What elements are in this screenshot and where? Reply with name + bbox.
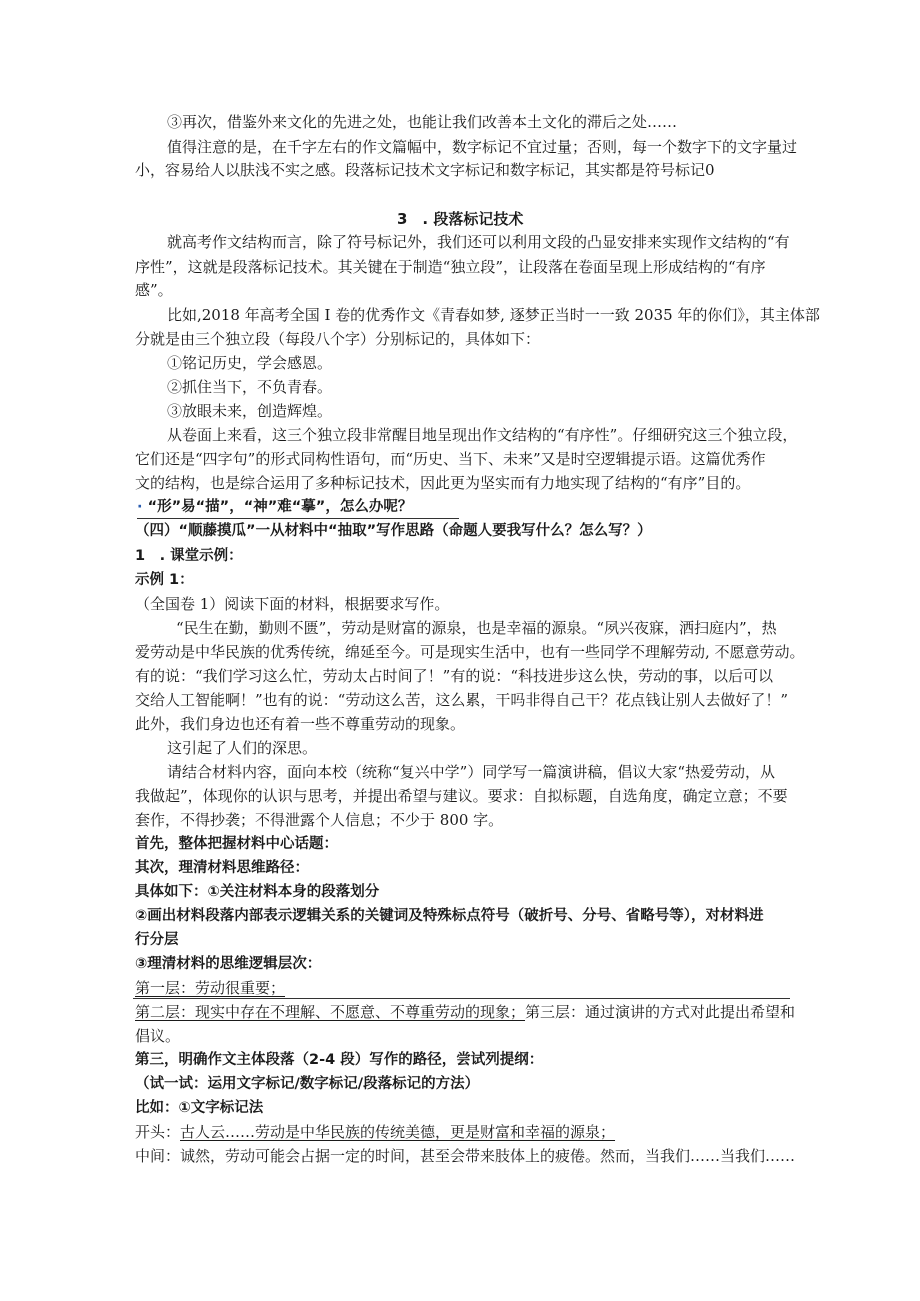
list-item: ②抓住当下，不负青春。 bbox=[167, 378, 333, 396]
divider bbox=[137, 518, 459, 519]
question-text: “形”易“描”，“神”难“摹”，怎么办呢？ bbox=[147, 499, 413, 515]
para-line: 它们还是“四字句”的形式同构性语句，而“历史、当下、未来”又是时空逻辑提示语。这篇优秀作 bbox=[135, 450, 766, 468]
material-line: 我做起”，体现你的认识与思考，并提出希望与建议。要求：自拟标题，自选角度，确定立意；不要 bbox=[135, 787, 788, 805]
para-line: 比如,2018 年高考全国 I 卷的优秀作文《青春如梦, 逐梦正当时一一致 2035 年的你们》，其主体部 bbox=[167, 306, 820, 324]
opening-label: 开头： bbox=[135, 1123, 181, 1141]
list-item: ③放眼未来，创造辉煌。 bbox=[167, 402, 333, 420]
material-line: 套作，不得抄袭；不得泄露个人信息；不少于 800 字。 bbox=[135, 811, 504, 829]
opening-text: 古人云……劳动是中华民族的传统美德，更是财富和幸福的源泉； bbox=[180, 1123, 616, 1141]
list-item: ①铭记历史，学会感恩。 bbox=[167, 354, 333, 372]
material-line: 爱劳动是中华民族的优秀传统，绵延至今。可是现实生活中，也有一些同学不理解劳动, 不愿意劳动。 bbox=[135, 643, 805, 661]
para-line: 就高考作文结构而言，除了符号标记外，我们还可以利用文段的凸显安排来实现作文结构的“有 bbox=[167, 233, 790, 251]
prompt-line: （全国卷 1）阅读下面的材料，根据要求写作。 bbox=[135, 595, 450, 613]
step-line: 首先，整体把握材料中心话题： bbox=[135, 836, 338, 852]
layer-line bbox=[135, 1002, 795, 1022]
step-line: （试一试：运用文字标记/数字标记/段落标记的方法） bbox=[135, 1076, 480, 1092]
material-line: 此外，我们身边也还有着一些不尊重劳动的现象。 bbox=[135, 715, 466, 733]
outline-opening bbox=[135, 1122, 615, 1142]
material-line: 请结合材料内容，面向本校（统称“复兴中学”）同学写一篇演讲稿，倡议大家“热爱劳动，从 bbox=[167, 763, 776, 781]
para-line: 分就是由三个独立段（每段八个字）分别标记的，具体如下： bbox=[135, 330, 541, 348]
layer-three: 第三层：通过演讲的方式对此提出希望和 bbox=[525, 1003, 796, 1021]
para-line: ③再次，借鉴外来文化的先进之处，也能让我们改善本土文化的滞后之处…… bbox=[167, 113, 678, 131]
sub-heading: 1 . 课堂示例： bbox=[135, 548, 243, 564]
step-line: 其次，理清材料思维路径： bbox=[135, 860, 309, 876]
step-line: 行分层 bbox=[135, 932, 179, 948]
layer-two: 第二层：现实中存在不理解、不愿意、不尊重劳动的现象； bbox=[135, 1003, 526, 1021]
section-heading: 3 . 段落标记技术 bbox=[397, 210, 524, 228]
outline-middle: 中间：诚然，劳动可能会占据一定的时间，甚至会带来肢体上的疲倦。然而，当我们……当我们…… bbox=[135, 1147, 796, 1165]
para-line: 感”。 bbox=[135, 281, 173, 299]
question-line bbox=[137, 497, 412, 517]
material-line: “民生在勤，勤则不匮”，劳动是财富的源泉，也是幸福的源泉。“夙兴夜寐，洒扫庭内”，热 bbox=[176, 619, 777, 637]
layer-line: 倡议。 bbox=[135, 1027, 181, 1045]
para-line: 小，容易给人以肤浅不实之感。段落标记技术文字标记和数字标记，其实都是符号标记0 bbox=[135, 161, 715, 179]
para-line: 从卷面上来看，这三个独立段非常醒目地呈现出作文结构的“有序性”。仔细研究这三个独立段， bbox=[167, 426, 798, 444]
material-line: 这引起了人们的深思。 bbox=[167, 739, 318, 757]
step-line: 比如：①文字标记法 bbox=[135, 1100, 264, 1116]
material-line: 交给人工智能啊！”也有的说：“劳动这么苦，这么累，干吗非得自己干？花点钱让别人去做好了！” bbox=[135, 691, 789, 709]
step-line: 具体如下：①关注材料本身的段落划分 bbox=[135, 884, 380, 900]
layer-line: 第一层：劳动很重要； bbox=[135, 979, 286, 997]
step-line: ②画出材料段落内部表示逻辑关系的关键词及特殊标点符号（破折号、分号、省略号等），对材料进 bbox=[135, 908, 764, 924]
para-line: 文的结构，也是综合运用了多种标记技术，因此更为坚实而有力地实现了结构的“有序”目的。 bbox=[135, 474, 751, 492]
divider bbox=[133, 998, 790, 999]
para-line: 值得注意的是，在千字左右的作文篇幅中，数字标记不宜过量；否则，每一个数字下的文字量过 bbox=[167, 138, 798, 156]
step-line: 第三，明确作文主体段落（2-4 段）写作的路径，尝试列提纲： bbox=[135, 1052, 544, 1068]
bullet-icon: · bbox=[137, 499, 143, 515]
step-line: ③理清材料的思维逻辑层次： bbox=[135, 956, 322, 972]
para-line: 序性”，这就是段落标记技术。其关键在于制造“独立段”，让段落在卷面呈现上形成结构的“有序 bbox=[135, 258, 766, 276]
material-line: 有的说：“我们学习这么忙，劳动太占时间了！”有的说：“科技进步这么快，劳动的事，以后可以 bbox=[135, 667, 774, 685]
part-heading: （四）“顺藤摸瓜”一从材料中“抽取”写作思路（命题人要我写什么？怎么写？） bbox=[135, 523, 652, 539]
example-label: 示例 1： bbox=[135, 572, 194, 588]
